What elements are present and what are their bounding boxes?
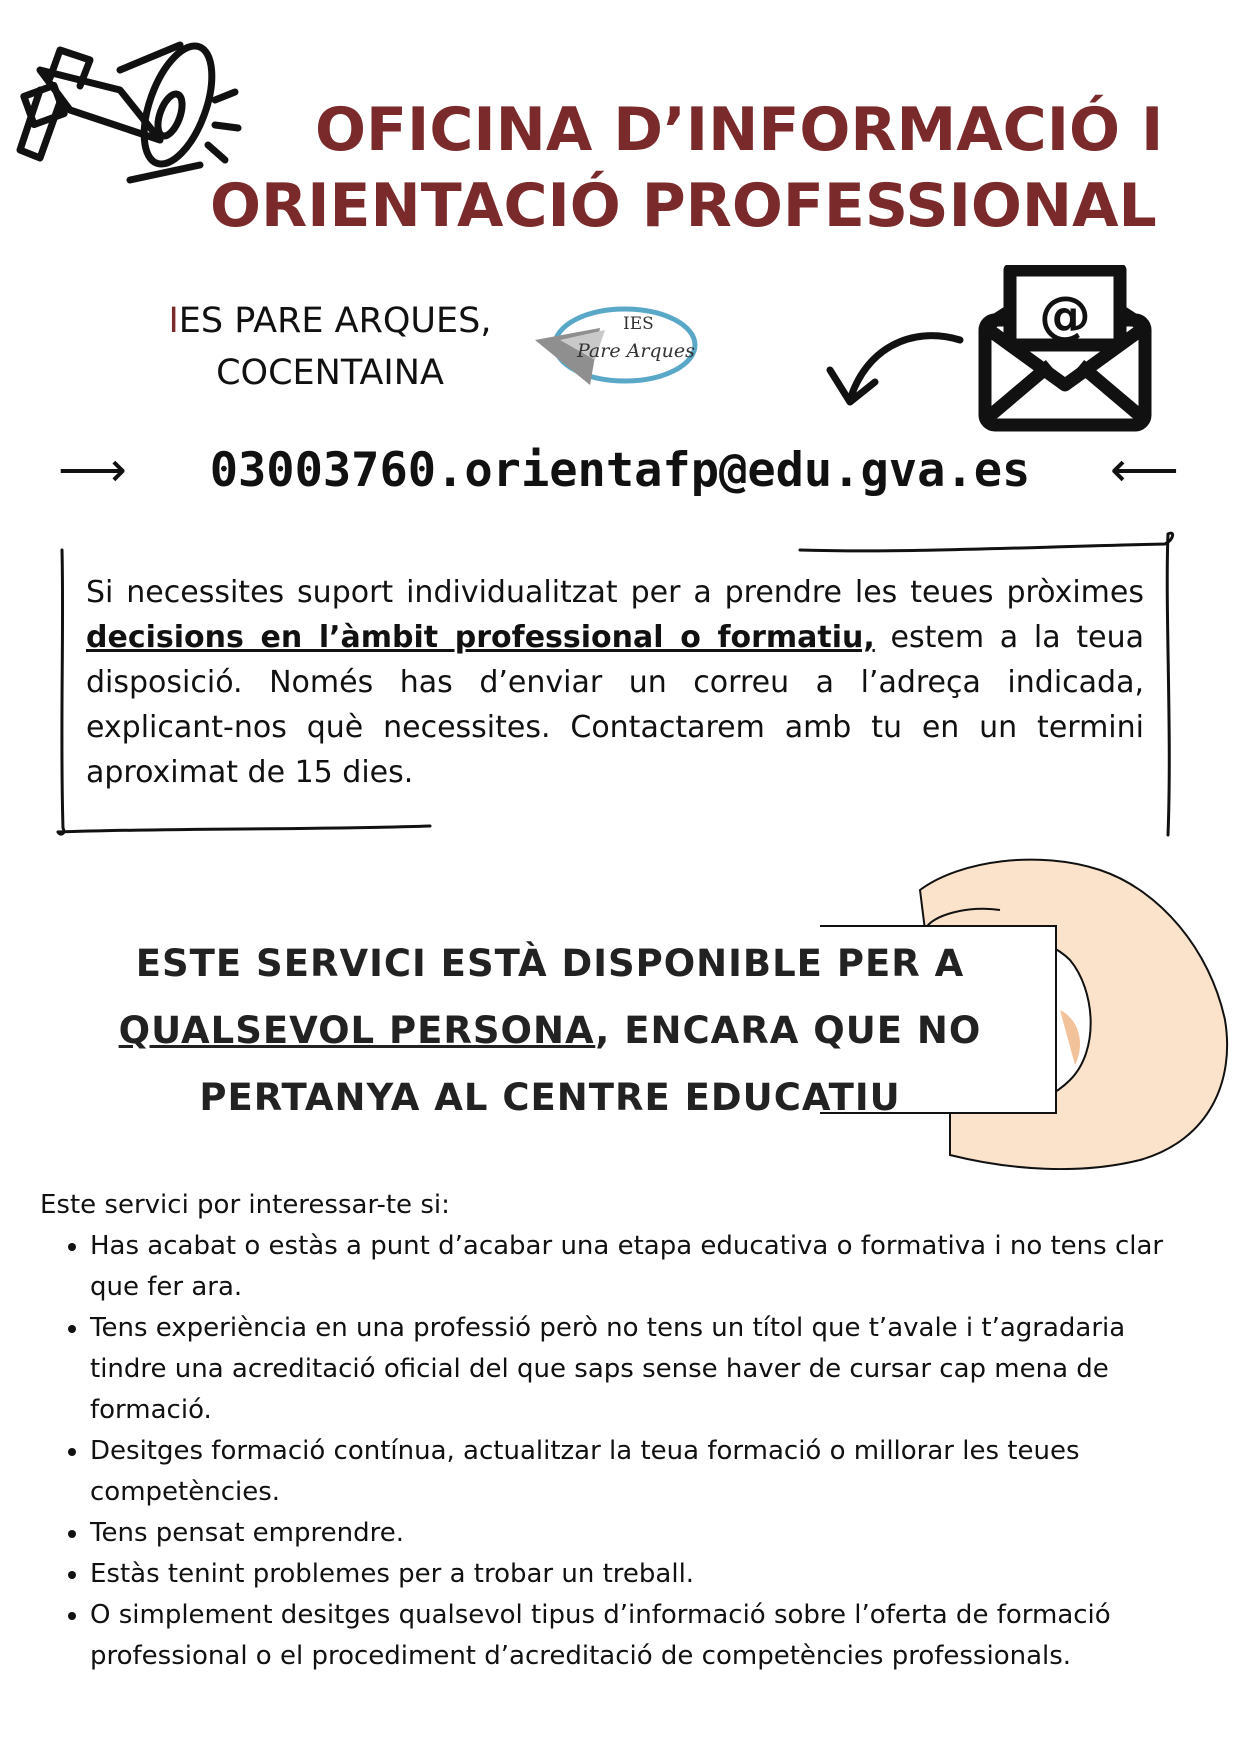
info-paragraph: [86, 570, 1144, 795]
list-item: • Desitges formació contínua, actualitzar la teua formació o millorar les teues competències.: [90, 1431, 1190, 1513]
school-name: [120, 295, 540, 399]
logo-text-ies: IES: [623, 314, 654, 334]
school-town: COCENTAINA: [216, 353, 444, 393]
availability-notice: [40, 930, 1060, 1131]
school-name-line1: ES PARE ARQUES,: [178, 301, 492, 341]
info-text-part1: Si necessites suport individualitzat per a prendre les teues pròximes: [86, 575, 1144, 610]
page-title: [210, 92, 1170, 244]
arrow-right-icon: ⟶: [58, 442, 127, 498]
list-item: • Estàs tenint problemes per a trobar un treball.: [90, 1554, 1190, 1595]
school-logo: [530, 300, 700, 390]
availability-line-2: , ENCARA QUE NO: [595, 1009, 982, 1052]
arrow-left-icon: ⟵: [1110, 442, 1179, 498]
availability-line-3: PERTANYA AL CENTRE EDUCATIU: [199, 1076, 901, 1119]
interest-section: [40, 1185, 1190, 1677]
info-text-emphasis: decisions en l’àmbit professional o formatiu,: [86, 620, 875, 655]
list-item: • Tens experiència en una professió però no tens un títol que t’avale i t’agradaria tindre una acreditació oficial del que saps sense haver de cursar cap mena de formació.: [90, 1308, 1190, 1431]
list-item: • Tens pensat emprendre.: [90, 1513, 1190, 1554]
school-initial: I: [168, 301, 179, 341]
title-line-1: OFICINA D’INFORMACIÓ I: [315, 95, 1164, 165]
svg-text:@: @: [1039, 286, 1091, 346]
envelope-at-icon: [975, 265, 1155, 435]
availability-emphasis: QUALSEVOL PERSONA: [118, 1009, 596, 1052]
contact-email[interactable]: 03003760.orientafp@edu.gva.es: [209, 443, 1031, 498]
list-item: • Has acabat o estàs a punt d’acabar una etapa educativa o formativa i no tens clar que fer ara.: [90, 1226, 1190, 1308]
interest-intro: Este servici por interessar-te si:: [40, 1190, 450, 1220]
title-line-2: ORIENTACIÓ PROFESSIONAL: [210, 171, 1157, 241]
info-text-part2: estem a la teua disposició. Només has d’enviar un correu a l’adreça indicada, explicant-nos què necessites. Contactarem amb tu en un termini aproximat de 15 dies.: [86, 620, 1144, 790]
logo-text-name: Pare Arques: [577, 340, 695, 362]
curved-arrow-icon: [820, 320, 970, 420]
availability-line-1: ESTE SERVICI ESTÀ DISPONIBLE PER A: [135, 942, 965, 985]
interest-list: [40, 1226, 1190, 1677]
list-item: • O simplement desitges qualsevol tipus d’informació sobre l’oferta de formació professional o el procediment d’acreditació de competències professionals.: [90, 1595, 1190, 1677]
